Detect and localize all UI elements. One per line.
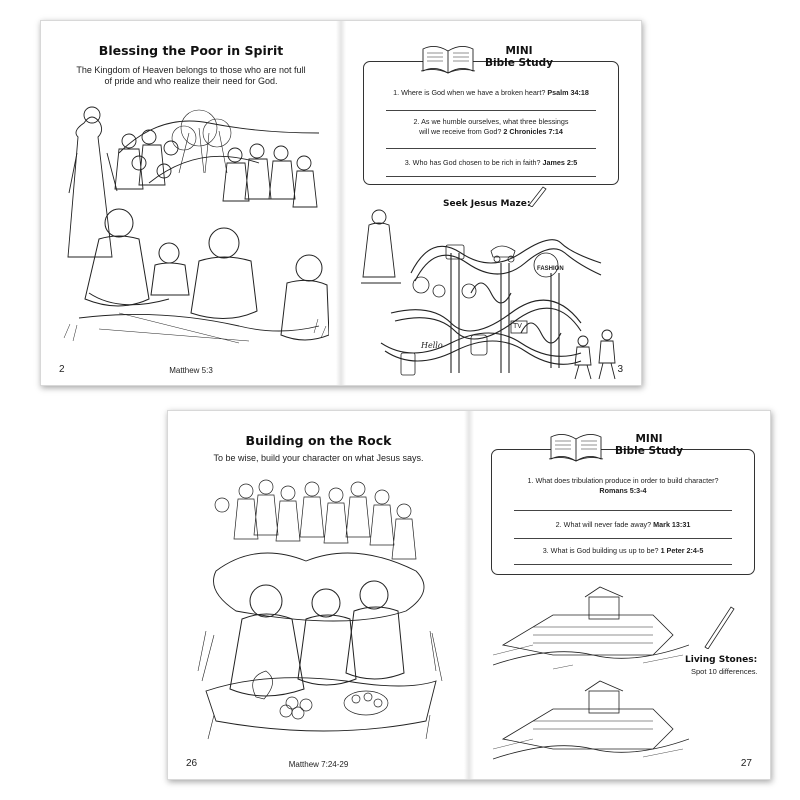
mini-bible-study-box [491, 449, 755, 575]
answer-line [386, 176, 596, 177]
two-kids-figures [575, 330, 615, 379]
page-number: 27 [740, 758, 752, 769]
booklet-spread-pages-26-27 [167, 410, 771, 780]
temple-picture-top[interactable] [493, 585, 689, 671]
open-bible-icon [547, 429, 605, 463]
question-text: will we receive from God? [419, 127, 502, 136]
question-text: 1. Where is God when we have a broken heart? [393, 88, 546, 97]
pencil-icon [701, 601, 737, 649]
living-stones-label: Living Stones: [685, 655, 758, 665]
mini-bible-study-box [363, 61, 619, 185]
scripture-reference: Matthew 5:3 [169, 366, 213, 375]
question-reference: 2 Chronicles 7:14 [503, 127, 563, 136]
answer-line [514, 564, 732, 565]
question-reference: Mark 13:31 [653, 520, 691, 529]
answer-line [514, 538, 732, 539]
seek-jesus-maze[interactable] [351, 193, 631, 383]
study-question-2 [372, 117, 610, 137]
page-26 [168, 411, 469, 779]
study-title-line: MINI [505, 45, 533, 57]
maze-label: Seek Jesus Maze: [443, 199, 531, 209]
jesus-figure [361, 210, 401, 283]
study-question-2 [500, 520, 746, 530]
question-reference: James 2:5 [542, 158, 578, 167]
page-number: 2 [59, 364, 65, 375]
page-number: 3 [617, 364, 623, 375]
question-text: 3. What is God building us up to be? [542, 546, 659, 555]
subtitle-line: The Kingdom of Heaven belongs to those who are not full [76, 65, 306, 75]
page-title: Blessing the Poor in Spirit [98, 43, 284, 58]
living-stones-instruction: Spot 10 differences. [691, 667, 758, 676]
maze-tv-sign: TV [513, 323, 522, 330]
study-title-line: Bible Study [615, 445, 683, 457]
page-number: 26 [186, 758, 198, 769]
page-2 [41, 21, 341, 385]
study-question-1 [372, 88, 610, 98]
study-title-line: MINI [635, 433, 663, 445]
page-subtitle: To be wise, build your character on what Jesus says. [213, 453, 424, 463]
question-reference: Psalm 34:18 [547, 88, 589, 97]
answer-line [386, 110, 596, 111]
maze-fashion-sign: FASHION [537, 266, 564, 272]
mini-bible-study-title [609, 433, 689, 457]
answer-line [386, 148, 596, 149]
page-subtitle [51, 65, 331, 87]
mini-bible-study-title [479, 45, 559, 69]
scripture-reference: Matthew 7:24-29 [288, 760, 349, 769]
question-text: 1. What does tribulation produce in order to build character? [527, 476, 719, 485]
temple-picture-bottom[interactable] [493, 679, 689, 765]
question-text: 2. What will never fade away? [555, 520, 652, 529]
answer-line [514, 510, 732, 511]
question-reference: Romans 5:3-4 [599, 486, 647, 495]
maze-phone-hello: Hello [421, 341, 443, 350]
coloring-illustration-children-on-rock [196, 471, 446, 747]
booklet-spread-pages-2-3 [40, 20, 642, 386]
page-title: Building on the Rock [245, 433, 392, 448]
page-27 [469, 411, 770, 779]
question-reference: 1 Peter 2:4-5 [660, 546, 704, 555]
question-text: 2. As we humble ourselves, what three blessings [413, 117, 569, 126]
question-text: 3. Who has God chosen to be rich in faith? [404, 158, 541, 167]
coloring-illustration-crowd-on-hillside [59, 93, 329, 355]
study-question-3 [372, 158, 610, 168]
study-title-line: Bible Study [485, 57, 553, 69]
study-question-1 [500, 476, 746, 496]
open-bible-icon [419, 41, 477, 75]
page-3 [341, 21, 641, 385]
subtitle-line: of pride and who realize their need for God. [104, 76, 278, 86]
study-question-3 [500, 546, 746, 556]
